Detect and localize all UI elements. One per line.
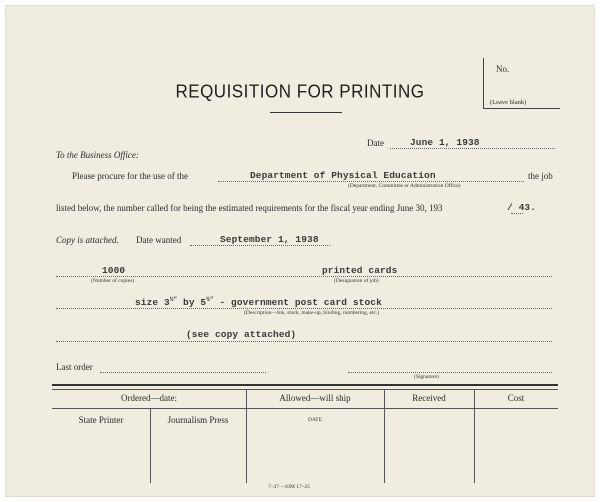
extra-line — [56, 341, 552, 342]
sub-journalism-press: Journalism Press — [167, 415, 229, 425]
header-received: Received — [412, 393, 446, 403]
see-copy-value: (see copy attached) — [186, 329, 297, 340]
department-value: Department of Physical Education — [250, 170, 436, 181]
copies-caption: (Number of copies) — [91, 278, 135, 284]
procure-text: Please procure for the use of the — [72, 171, 188, 181]
sub-date: DATE — [307, 417, 323, 423]
date-value: June 1, 1938 — [410, 137, 480, 148]
listed-text: listed below, the number called for being the estimated requirements for the fiscal year ending June 30, 193 — [56, 203, 443, 213]
header-cost: Cost — [507, 393, 525, 403]
requisition-form — [6, 6, 594, 496]
fiscal-year-line — [511, 213, 523, 214]
table-divider-1 — [246, 389, 247, 483]
copies-job-line — [56, 276, 552, 277]
number-label: No. — [496, 64, 510, 74]
signature-line — [348, 372, 552, 373]
table-top-rule — [52, 384, 558, 386]
form-title: REQUISITION FOR PRINTING — [175, 81, 425, 102]
header-allowed: Allowed—will ship — [279, 393, 351, 403]
description-value: size $3^{\frac{1}{2}"}$ by $5^{\frac{1}{2}"}$ - government post card stock — [135, 296, 382, 309]
job-caption: (Designation of job) — [334, 278, 379, 284]
date-wanted-label: Date wanted — [136, 235, 182, 245]
description-caption: (Description—Ink, stock, make-up, binding, numbering, etc.) — [244, 310, 380, 316]
table-divider-2 — [384, 389, 385, 483]
department-caption: (Department, Committee or Administration Office) — [348, 183, 461, 189]
date-wanted-value: September 1, 1938 — [220, 234, 319, 245]
the-job-text: the job — [528, 171, 553, 181]
table-header-rule — [52, 408, 558, 409]
copy-attached-text: Copy is attached. — [56, 235, 119, 245]
header-ordered-date: Ordered—date: — [121, 393, 177, 403]
department-line — [218, 181, 524, 182]
addressee: To the Business Office: — [56, 150, 139, 160]
table-divider-3 — [474, 389, 475, 483]
sub-state-printer: State Printer — [78, 415, 124, 425]
last-order-label: Last order — [56, 362, 93, 372]
date-line — [390, 148, 555, 149]
signature-caption: (Signature) — [414, 374, 439, 380]
table-top-rule-inner — [52, 389, 558, 390]
date-wanted-line — [190, 245, 330, 246]
copies-value: 1000 — [102, 265, 126, 276]
title-underline — [270, 112, 342, 113]
job-value: printed cards — [322, 265, 398, 276]
date-label: Date — [367, 138, 384, 148]
last-order-line — [100, 372, 266, 373]
fiscal-year-value: / 43. — [507, 202, 537, 213]
form-code: 7–37—10M 17–25 — [268, 484, 311, 490]
leave-blank-caption: (Leave blank) — [490, 99, 527, 106]
